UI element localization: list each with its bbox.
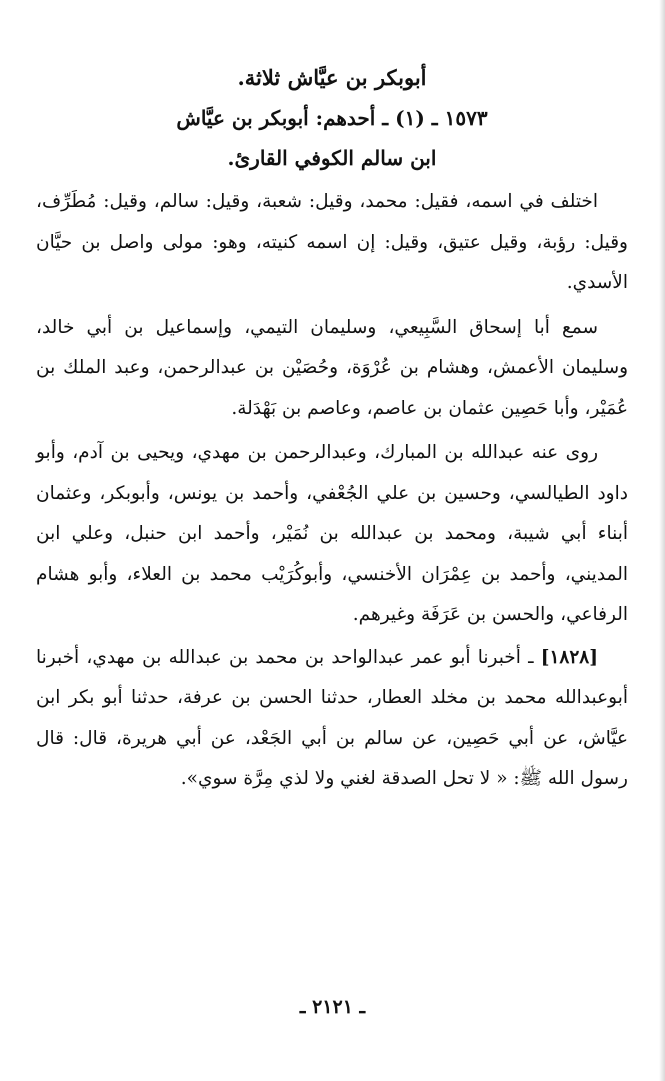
document-page	[36, 58, 628, 800]
entry-subtitle: ابن سالم الكوفي القارئ.	[227, 146, 437, 170]
entry-title: ١٥٧٣ ـ (١) ـ أحدهم: أبوبكر بن عيَّاش	[176, 106, 488, 130]
hadith-paragraph	[36, 638, 628, 800]
paragraph-heard-from: سمع أبا إسحاق السَّبِيعي، وسليمان التيمي، وإسماعيل بن أبي خالد، وسليمان الأعمش، وهشام بن عُرْوَة، وحُصَيْن بن عبدالرحمن، وعبد الملك بن عُمَيْر، وأبا حَصِين عثمان بن عاصم، وعاصم بن بَهْدَلة.	[36, 316, 628, 419]
entry-group-title: أبوبكر بن عيَّاش ثلاثة.	[237, 65, 427, 90]
paragraph-name-discussion: اختلف في اسمه، فقيل: محمد، وقيل: شعبة، وقيل: سالم، وقيل: مُطَرِّف، وقيل: رؤبة، وقيل عتيق، وقيل: إن اسمه كنيته، وهو: مولى واصل بن حيَّان الأسدي.	[36, 191, 628, 293]
hadith-text: ـ أخبرنا أبو عمر عبدالواحد بن محمد بن عبدالله بن مهدي، أخبرنا أبوعبدالله محمد بن مخلد العطار، حدثنا الحسن بن عرفة، حدثنا أبو بكر ابن عيَّاش، عن أبي حَصِين، عن سالم بن أبي الجَعْد، عن أبي هريرة، قال: قال رسول الله ﷺ: « لا تحل الصدقة لغني ولا لذي مِرَّة سوي».	[36, 646, 628, 789]
page-edge-shadow	[659, 0, 665, 1081]
page-number: ـ ٢١٢١ ـ	[299, 996, 366, 1018]
paragraph-narrated-by: روى عنه عبدالله بن المبارك، وعبدالرحمن بن مهدي، ويحيى بن آدم، وأبو داود الطيالسي، وحسين بن علي الجُعْفي، وأحمد بن يونس، وأبوبكر، وعثمان أبناء أبي شيبة، ومحمد بن عبدالله بن نُمَيْر، وأحمد ابن حنبل، وعلي ابن المديني، وأحمد بن عِمْرَان الأخنسي، وأبوكُرَيْب محمد بن العلاء، وأبو هشام الرفاعي، والحسن بن عَرَفَة وغيرهم.	[36, 442, 628, 625]
hadith-number: [١٨٢٨]	[540, 646, 598, 668]
